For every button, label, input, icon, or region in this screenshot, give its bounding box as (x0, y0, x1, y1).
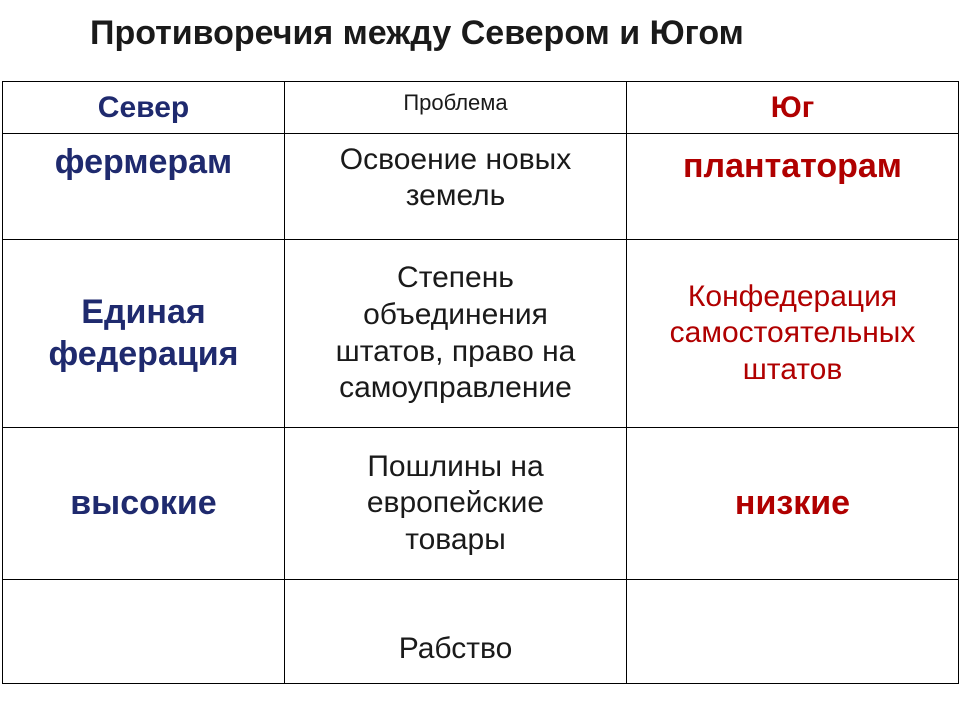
header-row (3, 82, 959, 134)
header-north: Север (97, 90, 190, 124)
header-north-cell (3, 82, 285, 134)
table-row (3, 240, 959, 428)
slide-title: Противоречия между Севером и Югом (90, 14, 744, 52)
table-row (3, 428, 959, 580)
row4-problem: Рабство (398, 632, 513, 665)
row1-south: плантаторам (683, 147, 902, 185)
comparison-table (2, 81, 959, 684)
row1-problem: Освоение новых земель (339, 143, 572, 212)
row2-south: Конфедерация самостоятельных штатов (669, 279, 916, 386)
header-south: Юг (770, 90, 815, 124)
row4-problem-cell (285, 580, 627, 684)
table-row (3, 580, 959, 684)
row2-problem-cell (285, 240, 627, 428)
row3-north-cell (3, 428, 285, 580)
row2-south-cell (627, 240, 959, 428)
header-south-cell (627, 82, 959, 134)
row2-problem: Степень объединения штатов, право на самоуправление (335, 261, 576, 405)
header-problem: Проблема (403, 90, 508, 115)
row3-north: высокие (70, 484, 217, 523)
row3-problem: Пошлины на европейские товары (366, 449, 545, 556)
row3-problem-cell (285, 428, 627, 580)
row4-south-cell (627, 580, 959, 684)
row1-north: фермерам (54, 143, 233, 181)
row4-north-cell (3, 580, 285, 684)
row1-south-cell (627, 134, 959, 240)
table-row (3, 134, 959, 240)
header-problem-cell (285, 82, 627, 134)
row2-north: Единая федерация (48, 293, 239, 373)
row1-problem-cell (285, 134, 627, 240)
row3-south-cell (627, 428, 959, 580)
row1-north-cell (3, 134, 285, 240)
row2-north-cell (3, 240, 285, 428)
row3-south: низкие (734, 484, 851, 523)
